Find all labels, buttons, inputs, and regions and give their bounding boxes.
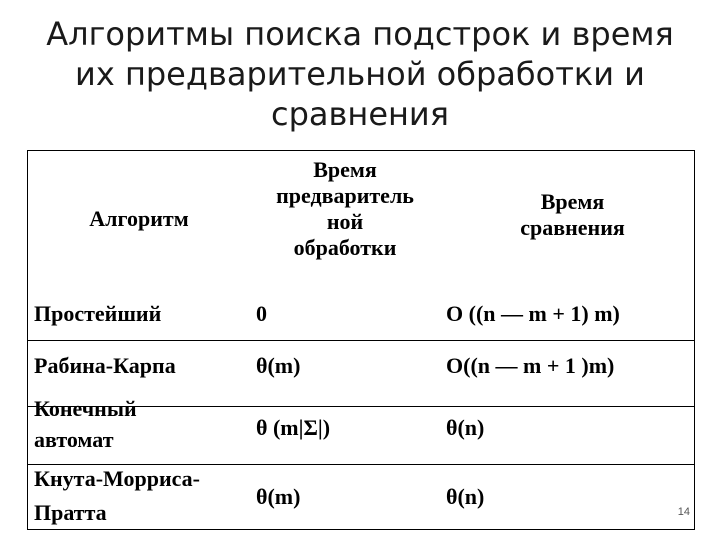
row-3-preprocessing: θ (m|Σ|) <box>256 415 331 440</box>
row-2-preprocessing: θ(m) <box>256 353 301 378</box>
row-1-matching: O ((n — m + 1) m) <box>446 301 620 326</box>
header-matching-time: Время сравнения <box>520 189 625 240</box>
row-1-algorithm: Простейший <box>34 301 162 326</box>
row-4-algorithm: Кнута-Морриса- Пратта <box>34 466 201 525</box>
title-line-3: сравнения <box>271 95 449 133</box>
row-4-matching: θ(n) <box>446 484 485 509</box>
row-divider <box>28 340 694 341</box>
title-line-2: их предварительной обработки и <box>75 55 645 93</box>
row-1-preprocessing: 0 <box>256 301 267 326</box>
row-3-algorithm: Конечный автомат <box>34 396 137 452</box>
row-4-preprocessing: θ(m) <box>256 484 301 509</box>
page-number: 14 <box>677 506 690 518</box>
comparison-table <box>27 150 695 530</box>
header-algorithm: Алгоритм <box>89 206 189 231</box>
row-2-algorithm: Рабина-Карпа <box>34 353 176 378</box>
header-preprocessing-time: Время предваритель ной обработки <box>276 157 414 260</box>
slide-title <box>20 14 700 134</box>
title-line-1: Алгоритмы поиска подстрок и время <box>46 15 674 53</box>
row-2-matching: O((n — m + 1 )m) <box>446 353 615 378</box>
row-divider <box>28 464 694 465</box>
row-3-matching: θ(n) <box>446 415 485 440</box>
